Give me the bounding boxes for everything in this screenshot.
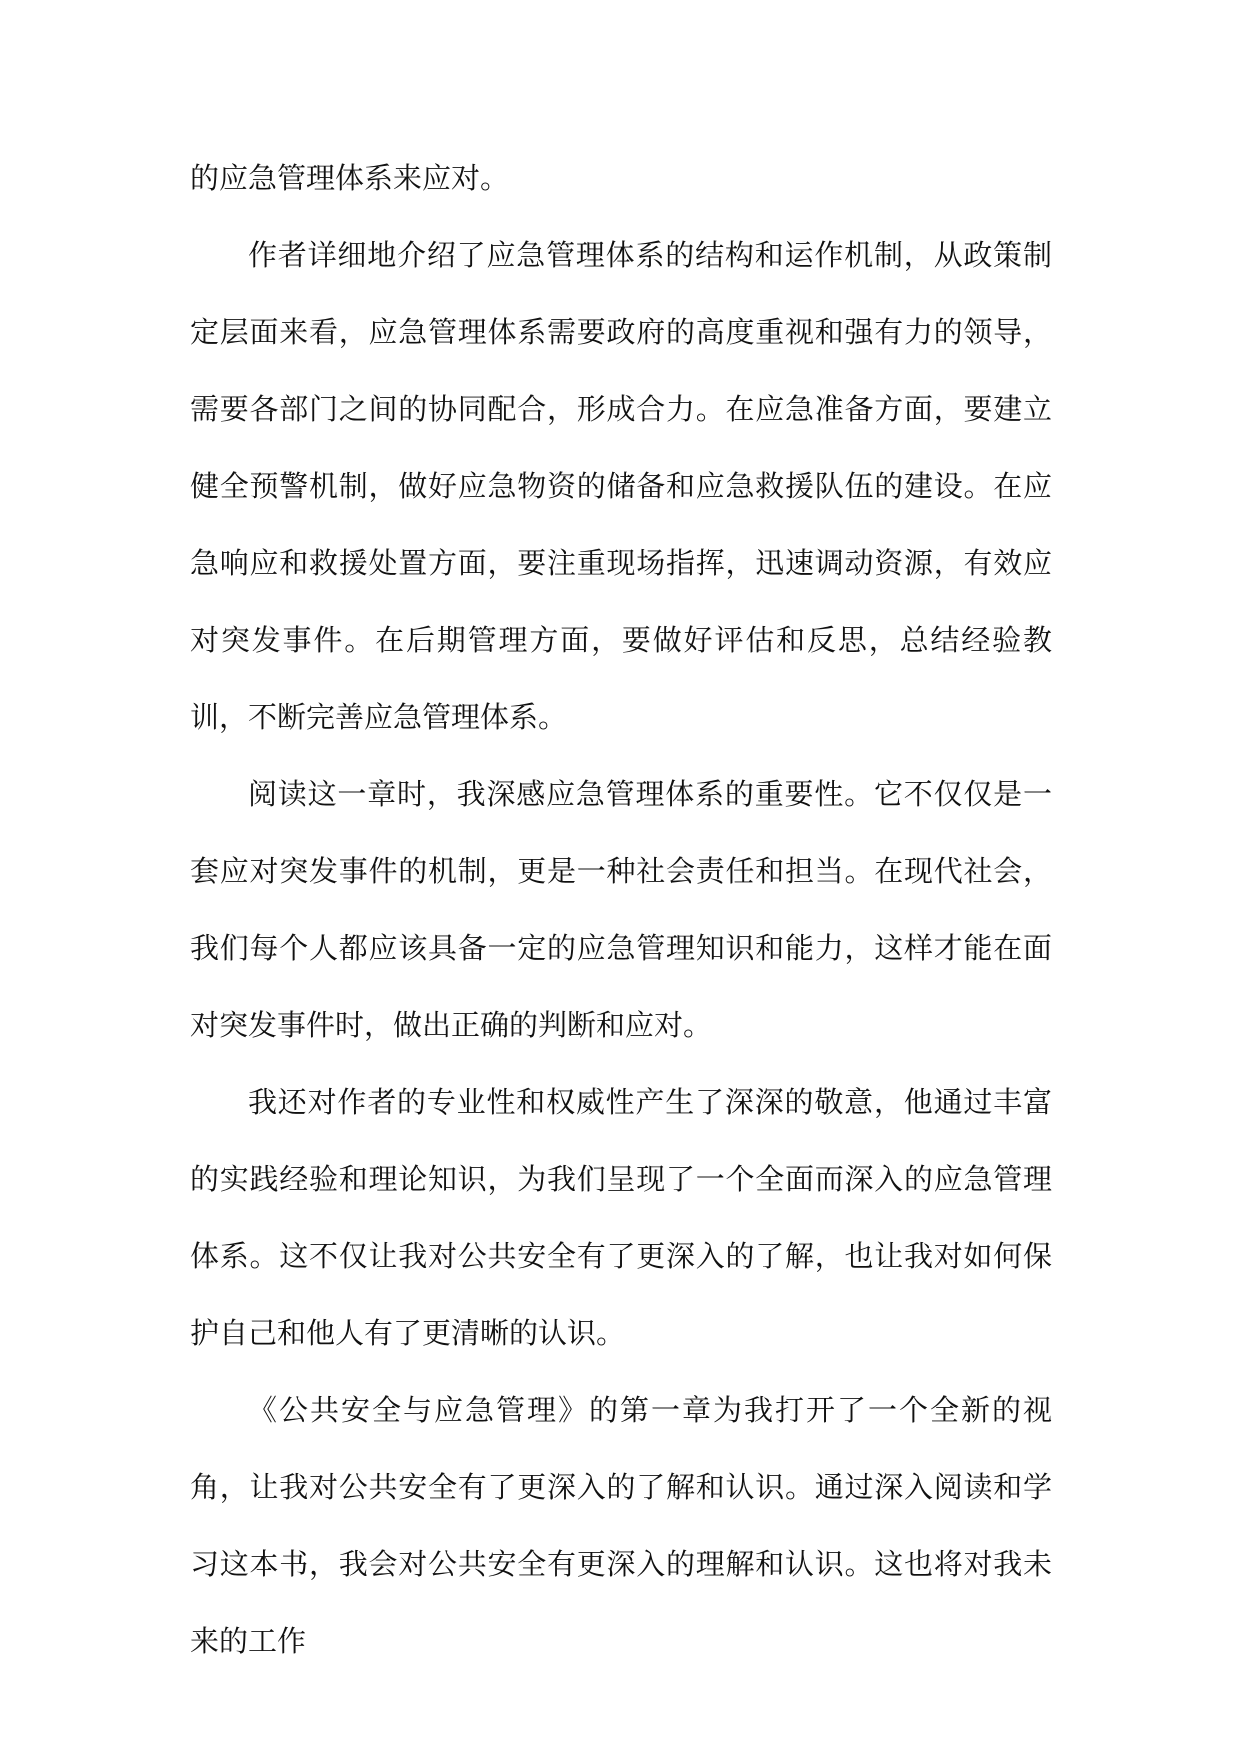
paragraph-conclusion: 《公共安全与应急管理》的第一章为我打开了一个全新的视角，让我对公共安全有了更深入的了解和认识。通过深入阅读和学习这本书，我会对公共安全有更深入的理解和认识。这也将对我未来的工作 — [190, 1393, 1052, 1658]
paragraph-reading-reflection: 阅读这一章时，我深感应急管理体系的重要性。它不仅仅是一套应对突发事件的机制，更是一种社会责任和担当。在现代社会，我们每个人都应该具备一定的应急管理知识和能力，这样才能在面对突发事件时，做出正确的判断和应对。 — [190, 777, 1052, 1042]
paragraph-structure-mechanism: 作者详细地介绍了应急管理体系的结构和运作机制，从政策制定层面来看，应急管理体系需要政府的高度重视和强有力的领导，需要各部门之间的协同配合，形成合力。在应急准备方面，要建立健全预警机制，做好应急物资的储备和应急救援队伍的建设。在应急响应和救援处置方面，要注重现场指挥，迅速调动资源，有效应对突发事件。在后期管理方面，要做好评估和反思，总结经验教训，不断完善应急管理体系。 — [190, 238, 1052, 734]
paragraph-continuation: 的应急管理体系来应对。 — [190, 161, 510, 195]
document-body — [190, 140, 1052, 1680]
paragraph-author-respect: 我还对作者的专业性和权威性产生了深深的敬意，他通过丰富的实践经验和理论知识，为我们呈现了一个全面而深入的应急管理体系。这不仅让我对公共安全有了更深入的了解，也让我对如何保护自己和他人有了更清晰的认识。 — [190, 1085, 1052, 1350]
